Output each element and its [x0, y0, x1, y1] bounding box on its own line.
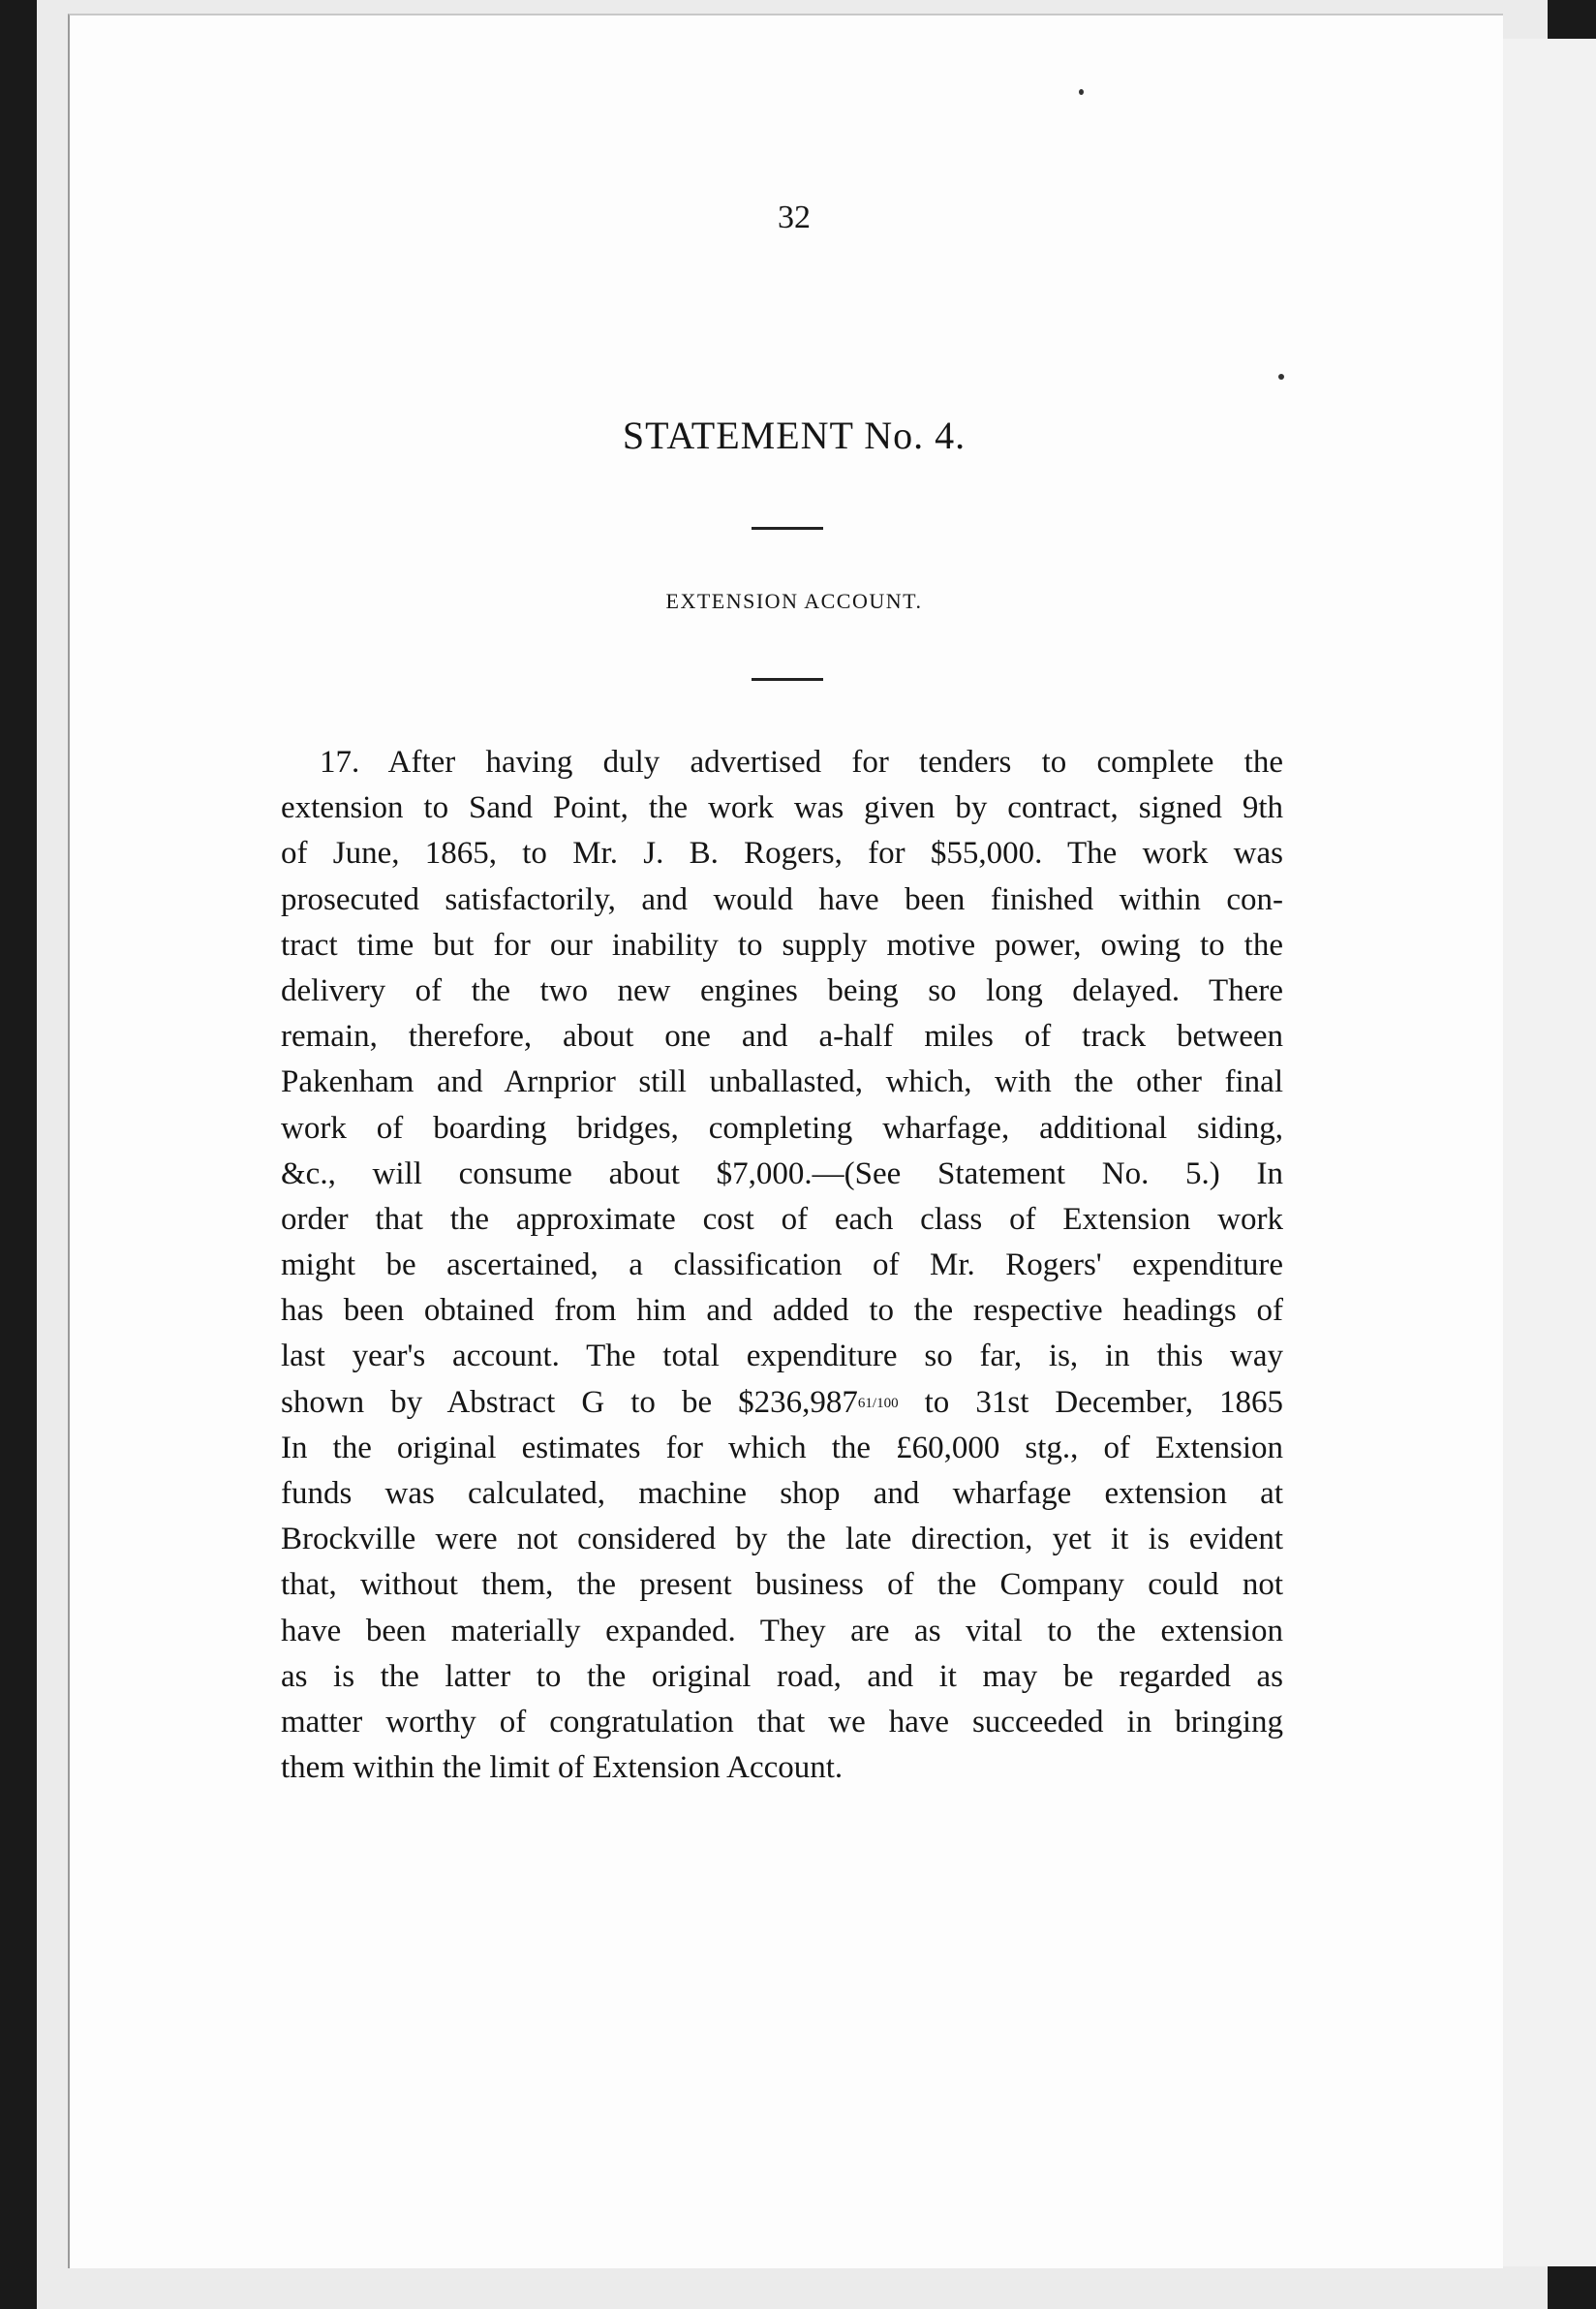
paragraph-line: In the original estimates for which the £60,000 stg., of Extension [281, 1430, 1283, 1465]
paragraph-line: as is the latter to the original road, and it may be regarded as [281, 1658, 1283, 1694]
ink-speck [1079, 89, 1084, 95]
ink-speck [1278, 374, 1284, 380]
paragraph-line: that, without them, the present business of the Company could not [281, 1567, 1283, 1603]
paragraph-line: Pakenham and Arnprior still unballasted, which, with the other final [281, 1064, 1283, 1100]
paragraph-line: work of boarding bridges, completing wharfage, additional siding, [281, 1110, 1283, 1146]
paragraph-line: delivery of the two new engines being so long delayed. There [281, 972, 1283, 1008]
paragraph-line: them within the limit of Extension Account. [281, 1750, 844, 1786]
amount-fraction: 61/100 [857, 1395, 899, 1411]
paragraph-line: funds was calculated, machine shop and wharfage extension at [281, 1476, 1283, 1511]
paragraph-line-tail: to 31st December, 1865 [898, 1384, 1284, 1420]
paragraph-line: have been materially expanded. They are as vital to the extension [281, 1613, 1283, 1648]
page-title: STATEMENT No. 4. [622, 414, 967, 457]
paragraph-line: 17. After having duly advertised for tenders to complete the [320, 745, 1283, 780]
paragraph-line: Brockville were not considered by the late direction, yet it is evident [281, 1522, 1283, 1557]
section-subtitle: EXTENSION ACCOUNT. [665, 589, 923, 613]
paragraph-line: of June, 1865, to Mr. J. B. Rogers, for $55,000. The work was [281, 836, 1283, 872]
paragraph-line: has been obtained from him and added to the respective headings of [281, 1293, 1283, 1329]
paragraph-line: &c., will consume about $7,000.—(See Statement No. 5.) In [281, 1155, 1283, 1191]
paragraph-line: tract time but for our inability to supply motive power, owing to the [281, 927, 1283, 963]
paragraph-line: order that the approximate cost of each class of Extension work [281, 1201, 1283, 1237]
paragraph-line-text: shown by Abstract G to be $236,987 [281, 1384, 858, 1420]
paragraph-line: prosecuted satisfactorily, and would have been finished within con- [281, 881, 1283, 917]
paragraph-line: extension to Sand Point, the work was given by contract, signed 9th [281, 790, 1283, 826]
paragraph-line: might be ascertained, a classification of Mr. Rogers' expenditure [281, 1247, 1283, 1283]
paragraph-line-with-fraction [281, 1380, 1283, 1426]
paragraph-line: last year's account. The total expenditure so far, is, in this way [281, 1339, 1283, 1374]
body-paragraph [281, 740, 1283, 1791]
paragraph-line: remain, therefore, about one and a-half miles of track between [281, 1019, 1283, 1055]
page-number: 32 [778, 200, 811, 235]
subtitle-divider [752, 678, 823, 681]
title-divider [752, 527, 823, 530]
paragraph-line: matter worthy of congratulation that we have succeeded in bringing [281, 1704, 1283, 1739]
